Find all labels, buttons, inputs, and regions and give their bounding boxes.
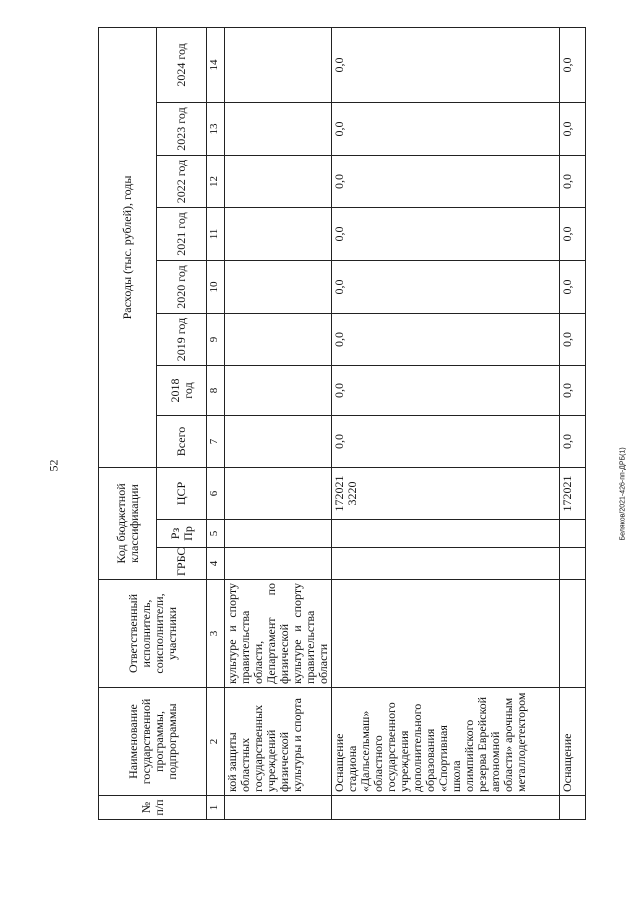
row-csr: 172021 3220 [332,468,560,520]
row-responsible [560,580,586,688]
column-number: 10 [207,261,225,314]
header-year: 2018 год [157,366,207,416]
header-year: 2023 год [157,103,207,156]
header-grbs: ГРБС [157,548,207,580]
table-row [225,27,332,819]
row-total: 0,0 [332,416,560,468]
column-number: 8 [207,366,225,416]
header-year: 2022 год [157,156,207,208]
column-number: 11 [207,208,225,261]
row-value [225,156,332,208]
header-year: 2024 год [157,27,207,102]
row-value: 0,0 [332,314,560,366]
column-number: 12 [207,156,225,208]
row-value: 0,0 [332,366,560,416]
row-value [225,261,332,314]
column-number: 5 [207,520,225,548]
header-rzpr: Рз Пр [157,520,207,548]
row-value: 0,0 [560,27,586,102]
row-no [225,796,332,820]
row-value: 0,0 [560,103,586,156]
row-name: Оснащение [560,688,586,796]
header-expenses-group: Расходы (тыс. рублей), годы [99,27,157,467]
row-value [225,366,332,416]
row-grbs [225,548,332,580]
row-name: Оснащение стадиона «Дальсельмаш» областного государственного учреждения дополнительного образования «Спортивная школа олимпийского резерва Еврейской автономной области» арочным металлодетектором [332,688,560,796]
header-csr: ЦСР [157,468,207,520]
rotated-table-wrapper [98,43,578,820]
rotated-table [98,43,578,820]
row-value: 0,0 [332,156,560,208]
row-grbs [560,548,586,580]
row-value [225,314,332,366]
column-number: 13 [207,103,225,156]
row-csr [225,468,332,520]
row-rzpr [332,520,560,548]
header-code-group: Код бюджетной классификации [99,468,157,580]
row-no [560,796,586,820]
row-responsible: культуре и спорту правительства области, Департамент по физической культуре и спорту правительства области [225,580,332,688]
column-number: 6 [207,468,225,520]
row-value: 0,0 [560,156,586,208]
column-number: 4 [207,548,225,580]
header-no: № п/п [99,796,207,820]
row-total [225,416,332,468]
row-value [225,208,332,261]
column-number: 14 [207,27,225,102]
row-rzpr [560,520,586,548]
row-value: 0,0 [332,261,560,314]
row-csr: 172021 [560,468,586,520]
header-year: 2021 год [157,208,207,261]
row-value: 0,0 [332,208,560,261]
row-rzpr [225,520,332,548]
column-number: 9 [207,314,225,366]
column-number: 3 [207,580,225,688]
row-value: 0,0 [560,208,586,261]
page-number: 52 [46,459,61,472]
row-value: 0,0 [332,103,560,156]
header-total: Всего [157,416,207,468]
table-row [560,27,586,819]
column-number: 7 [207,416,225,468]
column-numbers-row [207,27,225,819]
column-number: 2 [207,688,225,796]
row-grbs [332,548,560,580]
document-id: Беляков/2021-426-пп-ДРБ(1) [619,447,627,541]
row-value [225,27,332,102]
row-no [332,796,560,820]
budget-table [98,27,586,820]
header-year: 2020 год [157,261,207,314]
row-value: 0,0 [560,366,586,416]
row-responsible [332,580,560,688]
row-value [225,103,332,156]
row-value: 0,0 [332,27,560,102]
column-number: 1 [207,796,225,820]
row-value: 0,0 [560,261,586,314]
row-value: 0,0 [560,314,586,366]
row-name: кой защиты областных государственных учреждений физической культуры и спорта [225,688,332,796]
row-total: 0,0 [560,416,586,468]
header-responsible: Ответственный исполнитель, соисполнители, участники [99,580,207,688]
header-year: 2019 год [157,314,207,366]
header-name: Наименование государственной программы, подпрограммы [99,688,207,796]
table-row [332,27,560,819]
